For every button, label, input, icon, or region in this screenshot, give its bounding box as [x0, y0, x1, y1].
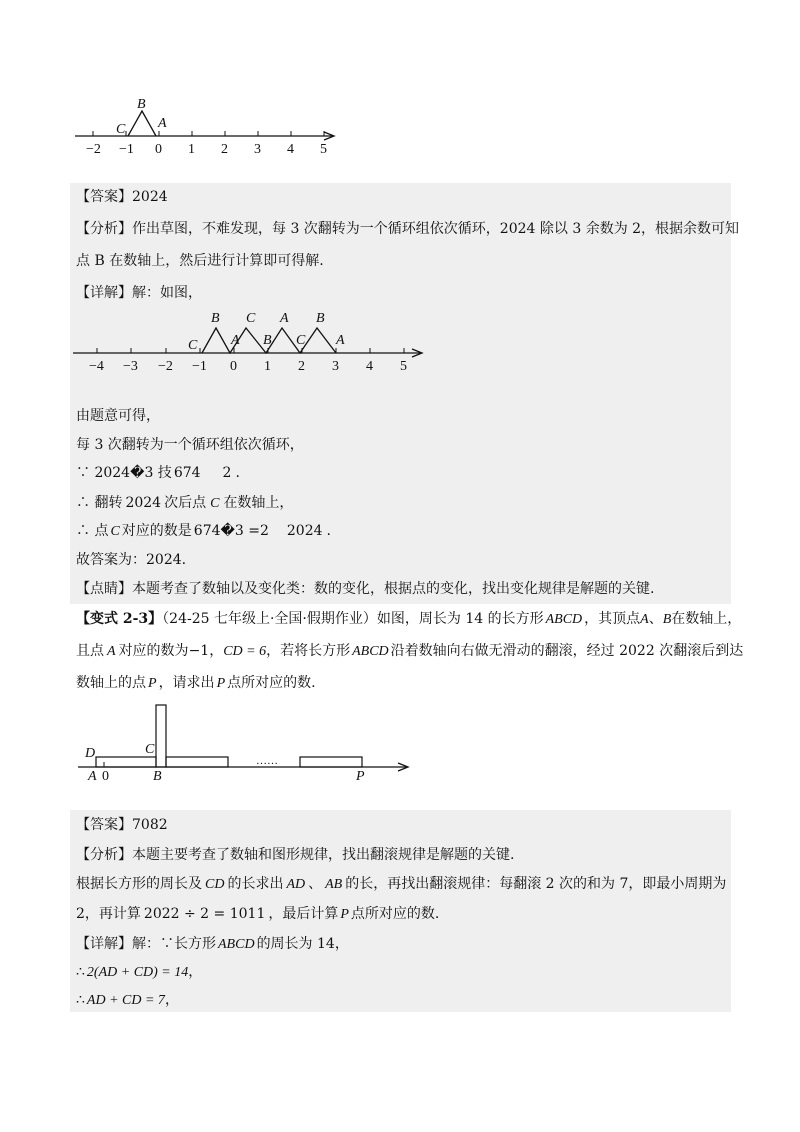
comment-label: 【点睛】: [76, 581, 132, 597]
number-line-figure-1: [70, 95, 350, 165]
solution-line-3: [76, 464, 240, 482]
solution-text: 674: [173, 465, 201, 481]
answer-label: 【答案】: [76, 189, 132, 205]
point-label: A: [280, 311, 289, 326]
detail-text: ，: [188, 964, 203, 980]
analysis-text: 点 B 在数轴上，然后进行计算即可得解.: [76, 253, 324, 269]
solution-text: ∴ 翻转: [76, 495, 123, 511]
solution-text: 由题意可得，: [76, 408, 160, 424]
variant-var: B: [662, 612, 672, 627]
variant-text: 在数轴上，: [671, 611, 742, 627]
variant-line-2: [76, 642, 743, 661]
tick-marks: [93, 131, 324, 136]
solution-text: .: [326, 523, 331, 539]
number-line-figure-2: [70, 308, 430, 378]
tick-label: −3: [123, 359, 138, 374]
point-label: B: [211, 311, 220, 326]
rectangle-upright: [156, 705, 166, 767]
solution-text: 3 =2: [234, 523, 269, 539]
variant-text: 且点: [76, 643, 104, 659]
solution-text: .: [235, 465, 240, 481]
detail2-line-2: [76, 963, 202, 982]
analysis-text: 本题主要考查了数轴和图形规律，找出翻滚规律是解题的关键.: [132, 847, 515, 863]
variant-text: 如图，周长为 14 的长方形: [376, 611, 544, 627]
detail2-line-1: [76, 935, 349, 954]
variant-text: 数轴上的点: [76, 675, 146, 691]
solution-text: ∵ 2024: [76, 465, 131, 481]
detail2-line-3: [76, 991, 179, 1010]
tick-label: 1: [264, 359, 271, 374]
tick-label: 1: [188, 142, 195, 157]
tick-label: 3: [254, 142, 261, 157]
garbled-glyph: �: [220, 523, 235, 539]
variant-var: P: [148, 676, 157, 691]
label-zero: 0: [102, 769, 109, 784]
tick-label: −2: [158, 359, 173, 374]
tick-marks: [97, 348, 404, 353]
tick-label: 5: [400, 359, 407, 374]
variant-math: −1: [188, 643, 210, 659]
triangle-shape: [128, 111, 156, 136]
point-label-a: A: [88, 769, 97, 784]
tick-label: −1: [119, 142, 134, 157]
analysis-line-1: [76, 220, 739, 238]
analysis-text: 点所对应的数.: [350, 906, 440, 922]
point-label-b: B: [153, 769, 162, 784]
point-label: B: [316, 311, 325, 326]
variant-math: CD = 6: [223, 644, 267, 659]
answer-value: 2024: [132, 189, 168, 205]
rectangle-rolled: [166, 757, 228, 767]
solution-line-1: [76, 407, 160, 425]
analysis2-line-2: [76, 875, 726, 894]
detail-text: 的周长为 14，: [256, 936, 349, 952]
solution-text: 2024: [286, 523, 323, 539]
point-label-d: D: [85, 746, 96, 761]
detail-text: ∴: [76, 992, 85, 1008]
rectangle-abcd: [96, 757, 156, 767]
analysis-text: 根据长方形的周长及: [76, 876, 202, 892]
detail-label: 【详解】: [76, 936, 132, 952]
analysis-label: 【分析】: [76, 221, 132, 237]
answer-line-2: [76, 816, 168, 834]
garbled-glyph: �: [130, 465, 145, 481]
solution-text: 2: [222, 465, 232, 481]
variant-text: 、: [648, 611, 663, 627]
solution-line-6: [76, 551, 186, 569]
tick-label: 2: [298, 359, 305, 374]
solution-line-5: [76, 522, 331, 541]
analysis-text: 作出草图，不难发现，每 3 次翻转为一个循环组依次循环，2024 除以 3 余数为 2，根据余数可知: [132, 221, 740, 237]
detail-text: ，: [164, 992, 179, 1008]
variant-text: ，请求出: [158, 675, 215, 691]
tick-label: 0: [230, 359, 237, 374]
analysis2-line-3: [76, 905, 439, 924]
analysis-line-2: [76, 252, 324, 270]
point-label: C: [188, 338, 198, 353]
detail-var: ABCD: [218, 937, 255, 952]
detail-text: 解：如图，: [132, 285, 202, 301]
tick-label: 0: [155, 142, 162, 157]
variant-text: ，若将长方形: [266, 643, 351, 659]
solution-line-4: [76, 494, 293, 513]
answer-value: 7082: [132, 817, 168, 833]
variant-label: 【变式 2-3】: [76, 611, 163, 627]
tick-label: 3: [332, 359, 339, 374]
point-label: C: [246, 311, 256, 326]
solution-text: 故答案为：2024.: [76, 552, 187, 568]
point-label: A: [231, 333, 240, 348]
tick-label: −1: [192, 359, 207, 374]
solution-text: 在数轴上，: [223, 495, 294, 511]
variant-line-1: [76, 610, 741, 629]
tick-label: −4: [89, 359, 104, 374]
point-label-a: A: [158, 116, 167, 131]
solution-text: 3 技: [144, 465, 172, 481]
variant-text: 沿着数轴向右做无滑动的翻滚，经过 2022 次翻滚后到达: [390, 643, 744, 659]
analysis-text: 的长，再找出翻滚规律：每翻滚 2 次的和为 7，即最小周期为: [345, 876, 727, 892]
point-label-b: B: [137, 97, 146, 112]
solution-text: 每 3 次翻转为一个循环组依次循环，: [76, 437, 304, 453]
detail-text: 解：∵长方形: [132, 936, 216, 952]
solution-text: 674: [193, 523, 221, 539]
ellipsis-dots: ……: [256, 755, 278, 767]
variant-text: ，其顶点: [584, 611, 641, 627]
comment-line: [76, 580, 654, 598]
solution-text: 次后点: [164, 495, 207, 511]
solution-line-2: [76, 436, 304, 454]
analysis-var: P: [340, 907, 349, 922]
variant-text: 对应的数为: [118, 643, 189, 659]
analysis-var: CD: [205, 877, 225, 892]
detail-line-1: [76, 284, 202, 302]
analysis-math: 2022 ÷ 2 = 1011: [143, 906, 266, 922]
variant-text: 点所对应的数.: [227, 675, 316, 691]
solution-var: C: [110, 524, 120, 539]
analysis-text: 2，再计算: [76, 906, 141, 922]
point-label: A: [336, 333, 345, 348]
variant-text: ，: [209, 643, 224, 659]
solution-var: C: [210, 496, 220, 511]
point-label: B: [263, 333, 272, 348]
point-label: C: [296, 333, 306, 348]
point-label-p: P: [356, 769, 365, 784]
analysis-text: 的长求出: [227, 876, 284, 892]
detail-text: ∴: [76, 964, 85, 980]
tick-label: 4: [287, 142, 294, 157]
answer-label: 【答案】: [76, 817, 132, 833]
variant-source: （24-25 七年级上·全国·假期作业）: [162, 611, 377, 627]
analysis-var: AD: [286, 877, 306, 892]
variant-var: A: [107, 644, 116, 659]
variant-var: ABCD: [352, 644, 389, 659]
variant-var: ABCD: [545, 612, 583, 627]
variant-line-3: [76, 674, 316, 693]
solution-text: 2024: [125, 495, 162, 511]
solution-text: 对应的数是: [121, 523, 192, 539]
detail-label: 【详解】: [76, 285, 132, 301]
detail-math: AD + CD = 7: [86, 993, 165, 1008]
point-label-c: C: [116, 122, 126, 137]
point-label-c: C: [145, 742, 155, 757]
detail-math: 2(AD + CD) = 14: [86, 965, 189, 980]
analysis-text: 、: [308, 876, 323, 892]
analysis-label: 【分析】: [76, 847, 132, 863]
comment-text: 本题考查了数轴以及变化类：数的变化，根据点的变化，找出变化规律是解题的关键.: [132, 581, 655, 597]
tick-label: −2: [86, 142, 101, 157]
analysis-var: AB: [325, 877, 343, 892]
tick-label: 2: [221, 142, 228, 157]
analysis-text: ，最后计算: [268, 906, 339, 922]
analysis2-line-1: [76, 846, 514, 864]
solution-text: ∴ 点: [76, 523, 109, 539]
rectangle-final: [300, 757, 362, 767]
tick-label: 5: [320, 142, 327, 157]
rolling-rectangle-figure: [70, 700, 420, 785]
answer-line-1: [76, 188, 168, 206]
tick-label: 4: [366, 359, 373, 374]
variant-var: P: [216, 676, 226, 691]
variant-var: A: [640, 612, 649, 627]
